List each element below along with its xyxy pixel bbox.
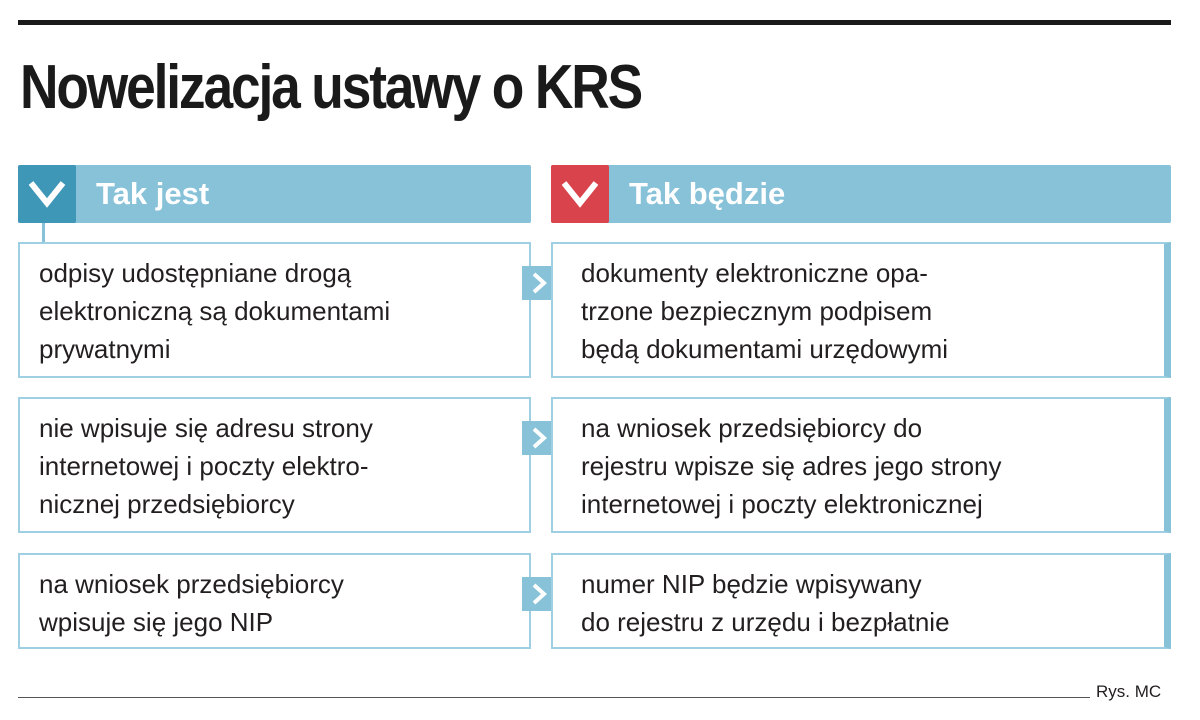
header-future	[551, 165, 1171, 223]
connector-line	[42, 223, 45, 243]
card-line: internetowej i poczty elektro-	[39, 451, 369, 481]
card-line: rejestru wpisze się adres jego strony	[581, 451, 1002, 481]
header-current	[18, 165, 531, 223]
card-line: nie wpisuje się adresu strony	[39, 413, 373, 443]
header-future-label: Tak będzie	[629, 176, 786, 211]
page-title: Nowelizacja ustawy o KRS	[20, 53, 642, 122]
future-card-3	[551, 553, 1171, 649]
card-line: do rejestru z urzędu i bezpłatnie	[581, 607, 950, 637]
card-line: numer NIP będzie wpisywany	[581, 569, 922, 599]
current-card-3	[18, 553, 531, 649]
card-line: wpisuje się jego NIP	[39, 607, 274, 637]
future-card-1	[551, 242, 1171, 378]
header-current-label: Tak jest	[96, 176, 210, 211]
card-line: dokumenty elektroniczne opa-	[581, 258, 928, 288]
card-line: nicznej przedsiębiorcy	[39, 489, 295, 519]
checkmark-icon	[18, 165, 76, 223]
card-line: internetowej i poczty elektronicznej	[581, 489, 983, 519]
credit: Rys. MC	[1096, 682, 1162, 701]
current-card-2	[18, 397, 531, 533]
current-card-1	[18, 242, 531, 378]
top-rule	[18, 20, 1171, 25]
card-line: odpisy udostępniane drogą	[39, 258, 352, 288]
card-line: trzone bezpiecznym podpisem	[581, 296, 933, 326]
card-line: na wniosek przedsiębiorcy do	[581, 413, 923, 443]
card-line: na wniosek przedsiębiorcy	[39, 569, 344, 599]
card-line: prywatnymi	[39, 334, 171, 364]
future-card-2	[551, 397, 1171, 533]
card-line: będą dokumentami urzędowymi	[581, 334, 949, 364]
card-line: elektroniczną są dokumentami	[39, 296, 391, 326]
checkmark-icon	[551, 165, 609, 223]
bottom-rule	[18, 697, 1090, 698]
